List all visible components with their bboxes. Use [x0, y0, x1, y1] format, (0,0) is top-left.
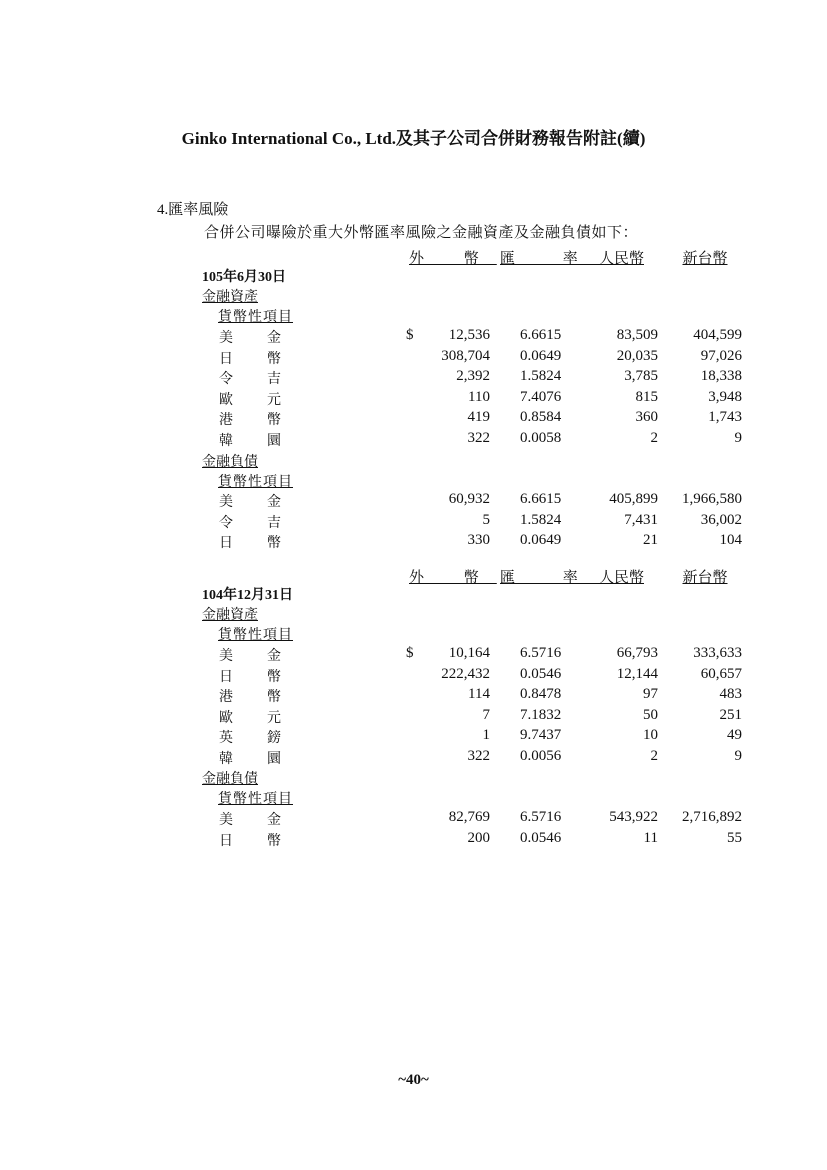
intro-text: 合併公司曝險於重大外幣匯率風險之金融資產及金融負債如下：: [204, 225, 639, 241]
currency-name-char1: 美: [219, 649, 233, 664]
rmb-amount: 11: [643, 829, 658, 846]
foreign-amount: 114: [468, 686, 490, 703]
header-twd: 新台幣: [682, 570, 728, 586]
twd-amount: 251: [719, 706, 742, 723]
page-title: Ginko International Co., Ltd.及其子公司合併財務報告附註(續): [181, 129, 646, 148]
period-date: 104年12月31日: [202, 588, 293, 603]
foreign-amount: 200: [467, 829, 490, 846]
currency-name-char2: 幣: [267, 690, 281, 706]
exchange-rate: 0.0649: [520, 532, 562, 549]
rmb-amount: 2: [650, 430, 658, 446]
foreign-amount: 10,164: [448, 645, 490, 661]
foreign-amount: 12,536: [448, 327, 490, 343]
header-exchange-rate: 匯 率: [500, 570, 600, 586]
exchange-rate: 6.6615: [520, 491, 562, 507]
currency-name-char2: 元: [267, 710, 281, 726]
exchange-rate: 0.8584: [520, 409, 562, 426]
currency-name-char2: 吉: [267, 515, 281, 531]
rmb-amount: 10: [643, 727, 658, 744]
foreign-amount: 1: [482, 727, 490, 744]
liabilities-label: 金融負債: [202, 772, 258, 787]
currency-name-char2: 幣: [267, 669, 281, 685]
twd-amount: 60,657: [700, 665, 742, 682]
currency-name-char1: 歐: [219, 392, 233, 408]
rmb-amount: 7,431: [624, 511, 658, 528]
currency-name-char2: 幣: [267, 351, 281, 367]
rmb-amount: 12,144: [616, 665, 658, 682]
foreign-amount: 7: [482, 706, 490, 723]
twd-amount: 49: [727, 727, 742, 744]
currency-name-char1: 港: [219, 690, 233, 706]
currency-name-char1: 令: [219, 515, 233, 531]
rmb-amount: 815: [635, 388, 658, 405]
currency-name-char2: 金: [267, 649, 281, 664]
exchange-rate: 7.4076: [520, 388, 562, 405]
currency-name-char1: 英: [219, 731, 233, 747]
currency-name-char1: 美: [219, 495, 233, 510]
currency-name-char1: 日: [219, 669, 233, 685]
section-title: 4.匯率風險: [157, 202, 229, 218]
currency-symbol: $: [406, 645, 414, 661]
rmb-amount: 2: [650, 748, 658, 764]
twd-amount: 9: [734, 430, 742, 446]
foreign-amount: 222,432: [441, 665, 490, 682]
exchange-rate: 0.0649: [520, 347, 562, 364]
currency-name-char1: 韓: [219, 752, 233, 767]
twd-amount: 404,599: [693, 327, 742, 343]
currency-symbol: $: [406, 327, 414, 343]
exchange-rate: 6.5716: [520, 809, 562, 825]
currency-name-char1: 港: [219, 413, 233, 429]
currency-name-char2: 幣: [267, 413, 281, 429]
header-foreign-currency: 外 幣: [409, 570, 497, 586]
header-twd: 新台幣: [682, 251, 728, 267]
currency-name-char2: 金: [267, 813, 281, 828]
exchange-rate: 0.0056: [520, 748, 562, 764]
rmb-amount: 20,035: [616, 347, 658, 364]
rmb-amount: 83,509: [616, 327, 658, 343]
exchange-rate: 0.0546: [520, 829, 562, 846]
rmb-amount: 97: [643, 686, 658, 703]
currency-name-char1: 美: [219, 813, 233, 828]
header-exchange-rate: 匯 率: [500, 251, 600, 267]
twd-amount: 9: [734, 748, 742, 764]
currency-name-char1: 韓: [219, 434, 233, 449]
liabilities-label: 金融負債: [202, 455, 258, 470]
currency-name-char2: 金: [267, 331, 281, 346]
rmb-amount: 66,793: [616, 645, 658, 661]
currency-name-char1: 日: [219, 536, 233, 552]
foreign-amount: 82,769: [448, 809, 490, 825]
assets-label: 金融資產: [202, 608, 258, 623]
exchange-rate: 6.6615: [520, 327, 562, 343]
twd-amount: 104: [719, 532, 742, 549]
currency-name-char1: 日: [219, 351, 233, 367]
twd-amount: 1,966,580: [682, 491, 742, 507]
twd-amount: 55: [727, 829, 742, 846]
rmb-amount: 3,785: [624, 368, 658, 385]
header-rmb: 人民幣: [598, 251, 644, 267]
currency-name-char1: 歐: [219, 710, 233, 726]
foreign-amount: 5: [482, 511, 490, 528]
foreign-amount: 308,704: [441, 347, 490, 364]
exchange-rate: 1.5824: [520, 511, 562, 528]
currency-name-char2: 圜: [267, 752, 281, 767]
assets-sublabel: 貨幣性項目: [218, 310, 293, 325]
assets-label: 金融資產: [202, 290, 258, 305]
twd-amount: 333,633: [693, 645, 742, 661]
foreign-amount: 322: [467, 430, 490, 446]
currency-name-char2: 鎊: [267, 731, 281, 747]
foreign-amount: 419: [467, 409, 490, 426]
currency-name-char1: 美: [219, 331, 233, 346]
twd-amount: 3,948: [708, 388, 742, 405]
currency-name-char2: 金: [267, 495, 281, 510]
twd-amount: 2,716,892: [682, 809, 742, 825]
rmb-amount: 50: [643, 706, 658, 723]
currency-name-char2: 幣: [267, 833, 281, 849]
exchange-rate: 6.5716: [520, 645, 562, 661]
twd-amount: 483: [719, 686, 742, 703]
foreign-amount: 60,932: [448, 491, 490, 507]
exchange-rate: 0.0058: [520, 430, 562, 446]
currency-name-char2: 圜: [267, 434, 281, 449]
period-date: 105年6月30日: [202, 270, 286, 285]
currency-name-char2: 幣: [267, 536, 281, 552]
twd-amount: 1,743: [708, 409, 742, 426]
page-number: ~40~: [398, 1072, 429, 1088]
exchange-rate: 1.5824: [520, 368, 562, 385]
currency-name-char1: 日: [219, 833, 233, 849]
foreign-amount: 2,392: [456, 368, 490, 385]
rmb-amount: 360: [635, 409, 658, 426]
currency-name-char2: 元: [267, 392, 281, 408]
liabilities-sublabel: 貨幣性項目: [218, 792, 293, 807]
exchange-rate: 7.1832: [520, 706, 562, 723]
exchange-rate: 0.0546: [520, 665, 562, 682]
header-rmb: 人民幣: [598, 570, 644, 586]
foreign-amount: 110: [468, 388, 490, 405]
rmb-amount: 21: [643, 532, 658, 549]
exchange-rate: 9.7437: [520, 727, 562, 744]
header-foreign-currency: 外 幣: [409, 251, 497, 267]
currency-name-char1: 令: [219, 372, 233, 388]
twd-amount: 36,002: [700, 511, 742, 528]
twd-amount: 97,026: [700, 347, 742, 364]
foreign-amount: 322: [467, 748, 490, 764]
rmb-amount: 543,922: [609, 809, 658, 825]
currency-name-char2: 吉: [267, 372, 281, 388]
rmb-amount: 405,899: [609, 491, 658, 507]
foreign-amount: 330: [467, 532, 490, 549]
assets-sublabel: 貨幣性項目: [218, 628, 293, 643]
liabilities-sublabel: 貨幣性項目: [218, 475, 293, 490]
twd-amount: 18,338: [700, 368, 742, 385]
exchange-rate: 0.8478: [520, 686, 562, 703]
